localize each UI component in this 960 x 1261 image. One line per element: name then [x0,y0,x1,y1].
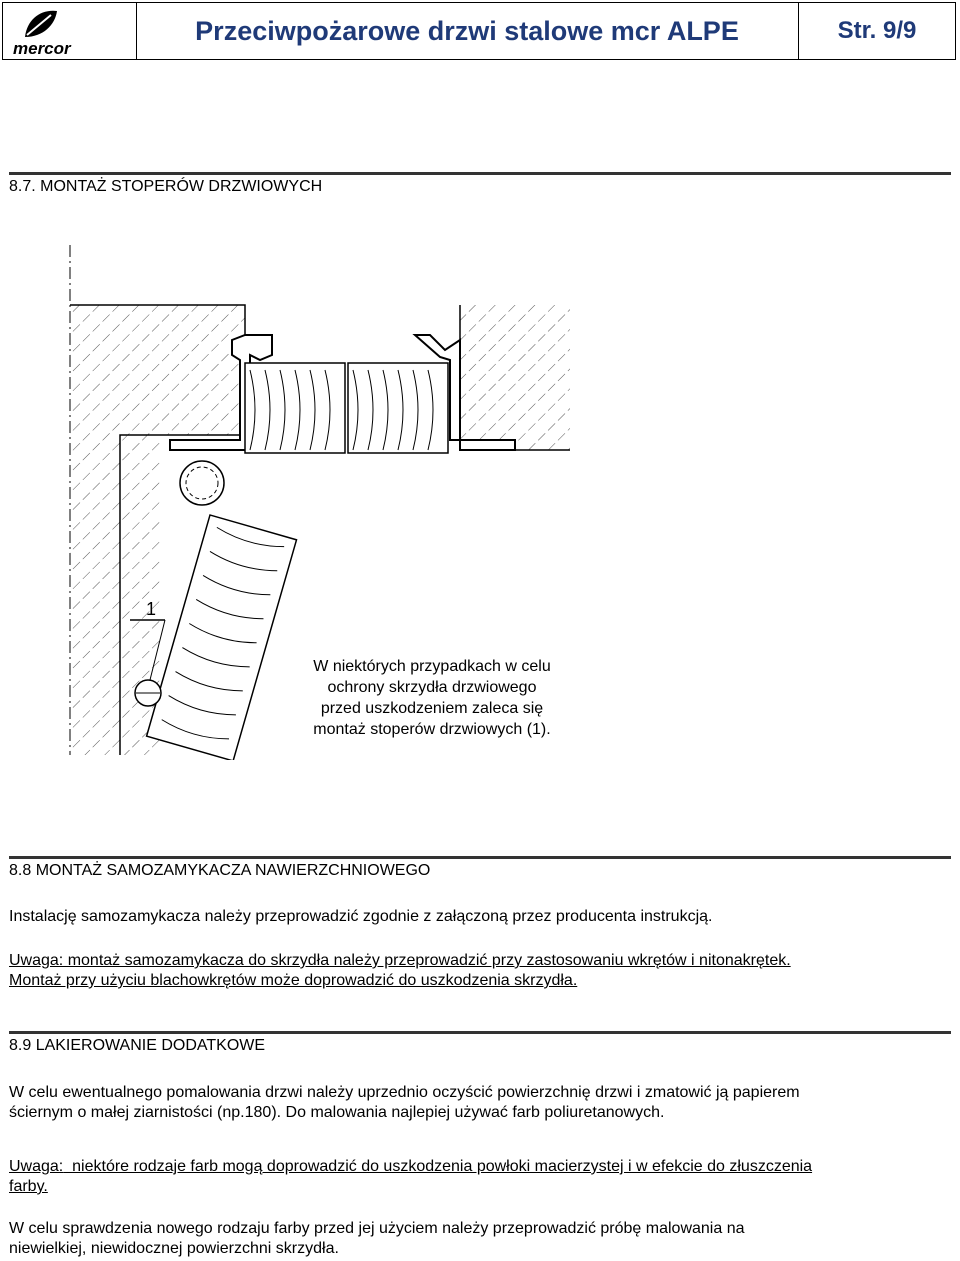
paragraph-line: W celu ewentualnego pomalowania drzwi należy uprzednio oczyścić powierzchnię drzwi i zmatowić ją papierem [9,1084,800,1101]
warning-line: farby. [9,1178,48,1195]
note-line: przed uszkodzeniem zaleca się [320,700,544,717]
note-line: montaż stoperów drzwiowych (1). [313,721,551,738]
logo [3,3,137,59]
warning-line: Montaż przy użyciu blachowkrętów może doprowadzić do uszkodzenia skrzydła. [9,972,578,989]
warning-line [9,1157,929,1177]
paragraph-line: ściernym o małej ziarnistości (np.180). Do malowania najlepiej używać farb poliuretanowych. [9,1104,665,1121]
note-line: ochrony skrzydła drzwiowego [327,679,537,696]
warning-text: niektóre rodzaje farb mogą doprowadzić do uszkodzenia powłoki macierzystej i w efekcie do złuszczenia [63,1158,813,1175]
page-number: Str. 9/9 [837,17,917,44]
paragraph-line: W celu sprawdzenia nowego rodzaju farby przed jej użyciem należy przeprowadzić próbę malowania na [9,1220,745,1237]
document-title: Przeciwpożarowe drzwi stalowe mcr ALPE [136,3,799,59]
leaf-logo-icon [21,7,61,41]
section-8-7-heading: 8.7. MONTAŻ STOPERÓW DRZWIOWYCH [9,172,951,196]
paragraph: Instalację samozamykacza należy przeprowadzić zgodnie z załączoną przez producenta instrukcją. [9,908,713,925]
section-8-9-heading: 8.9 LAKIEROWANIE DODATKOWE [9,1031,951,1055]
warning-prefix: Uwaga: [9,1158,64,1175]
page-header [2,2,956,60]
drawing-note [296,656,568,740]
note-line: W niektórych przypadkach w celu [313,658,551,675]
callout-label: 1 [146,599,157,619]
paragraph-line: niewielkiej, niewidocznej powierzchni skrzydła. [9,1240,339,1257]
warning-line: Uwaga: montaż samozamykacza do skrzydła należy przeprowadzić przy zastosowaniu wkrętów i nitonakrętek. [9,952,791,969]
section-8-8-heading: 8.8 MONTAŻ SAMOZAMYKACZA NAWIERZCHNIOWEGO [9,856,951,880]
logo-text: mercor [13,39,71,58]
